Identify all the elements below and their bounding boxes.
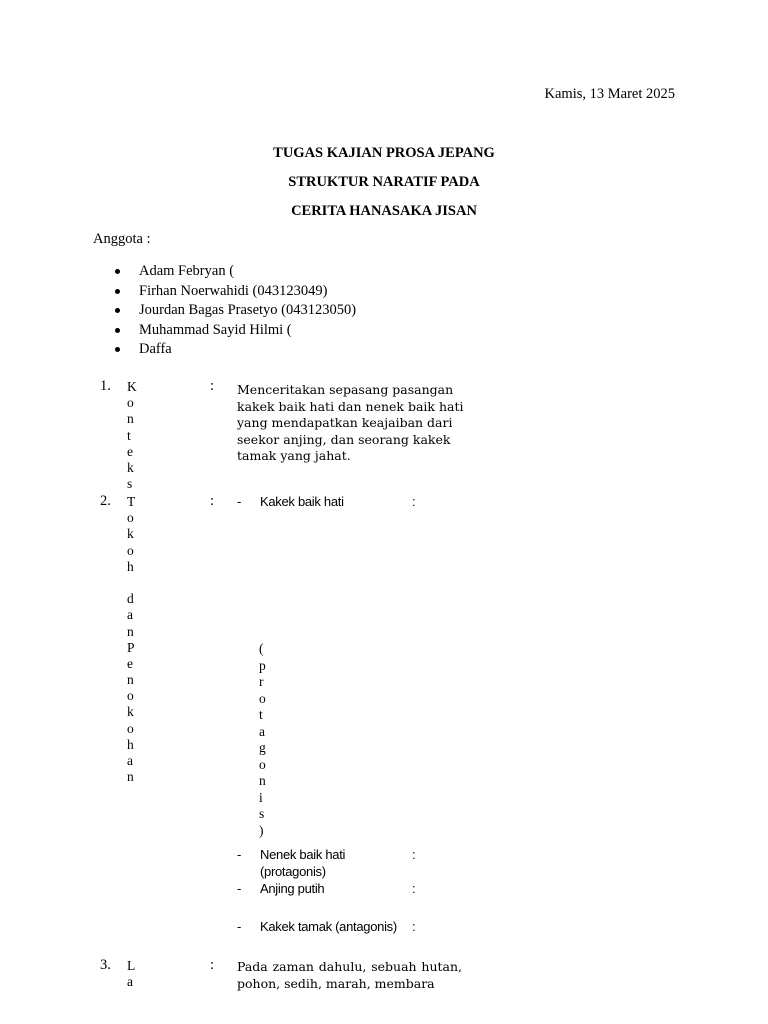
character-4-name: Kakek tamak (antagonis) [260, 919, 397, 934]
item-1-label: K o n t e k s [127, 379, 137, 492]
item-1-text: Menceritakan sepasang pasangan kakek baik hati dan nenek baik hati yang mendapatkan keajaiban dari seekor anjing, dan seorang kakek tamak yang jahat. [237, 382, 464, 463]
list-item: Jourdan Bagas Prasetyo (043123050) [114, 301, 356, 321]
title-line-3: CERITA HANASAKA JISAN [291, 203, 477, 219]
item-3-number: 3. [100, 957, 111, 973]
item-1-number: 1. [100, 378, 111, 394]
document-date: Kamis, 13 Maret 2025 [544, 86, 675, 102]
character-2-name: Nenek baik hati [260, 847, 346, 862]
character-3-dash: - [237, 881, 242, 896]
item-3-text: Pada zaman dahulu, sebuah hutan, pohon, sedih, marah, membara [237, 959, 462, 991]
character-2-role: (protagonis) [260, 864, 326, 879]
item-1-colon: : [210, 378, 215, 394]
members-label: Anggota : [93, 231, 151, 247]
character-1-role: ( p r o t a g o n i s ) [259, 641, 266, 838]
character-2-colon: : [412, 847, 416, 862]
character-1-name: Kakek baik hati [260, 494, 344, 509]
character-3-colon: : [412, 881, 416, 896]
character-2-dash: - [237, 847, 242, 862]
character-4-colon: : [412, 919, 416, 934]
list-item: Daffa [114, 340, 356, 360]
character-1-colon: : [412, 494, 416, 509]
character-3-name: Anjing putih [260, 881, 325, 896]
item-3-label: L a [127, 958, 136, 990]
title-line-2: STRUKTUR NARATIF PADA [288, 174, 480, 190]
item-2-label: T o k o h d a n P e n o k o h a n [127, 494, 136, 785]
title-line-1: TUGAS KAJIAN PROSA JEPANG [273, 145, 495, 161]
item-3-colon: : [210, 957, 215, 973]
item-2-colon: : [210, 493, 215, 509]
list-item: Muhammad Sayid Hilmi ( [114, 321, 356, 341]
character-1-dash: - [237, 494, 242, 509]
item-2-number: 2. [100, 493, 111, 509]
members-list [114, 262, 356, 360]
character-4-dash: - [237, 919, 242, 934]
list-item: Adam Febryan ( [114, 262, 356, 282]
list-item: Firhan Noerwahidi (043123049) [114, 282, 356, 302]
